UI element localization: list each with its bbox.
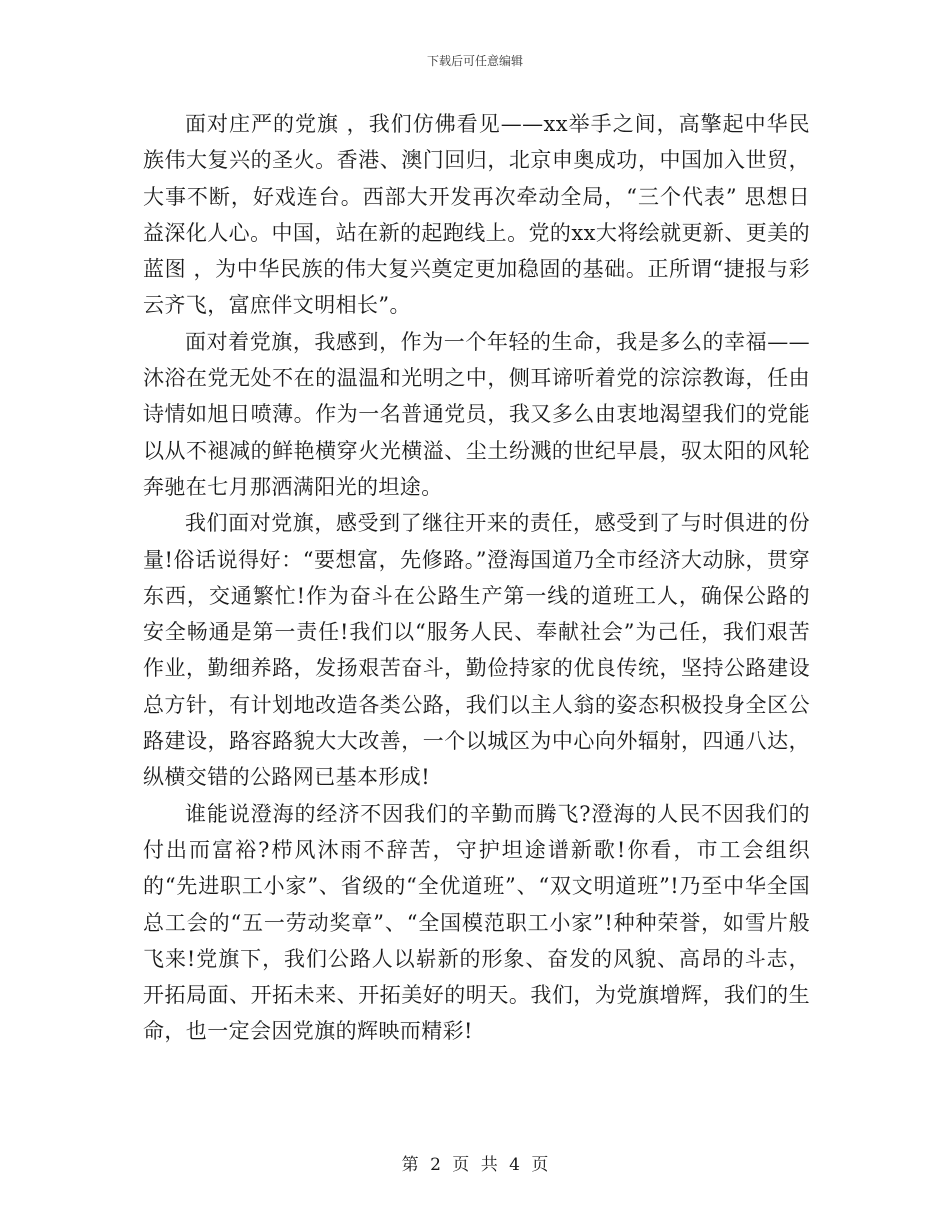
- paragraph-3: 我们面对党旗，感受到了继往开来的责任，感受到了与时俱进的份量!俗话说得好：“要想富，先修路。”澄海国道乃全市经济大动脉，贯穿东西，交通繁忙!作为奋斗在公路生产第一线的道班工人，确保公路的安全畅通是第一责任!我们以“服务人民、奉献社会”为己任，我们艰苦作业，勤细养路，发扬艰苦奋斗，勤俭持家的优良传统，坚持公路建设总方针，有计划地改造各类公路，我们以主人翁的姿态积极投身全区公路建设，路容路貌大大改善，一个以城区为中心向外辐射，四通八达，纵横交错的公路网已基本形成!: [143, 511, 810, 790]
- paragraph-4: 谁能说澄海的经济不因我们的辛勤而腾飞?澄海的人民不因我们的付出而富裕?栉风沐雨不辞苦，守护坦途谱新歌!你看，市工会组织的“先进职工小家”、省级的“全优道班”、“双文明道班”!乃至中华全国总工会的“五一劳动奖章”、“全国模范职工小家”!种种荣誉，如雪片般飞来!党旗下，我们公路人以崭新的形象、奋发的风貌、高昂的斗志，开拓局面、开拓未来、开拓美好的明天。我们，为党旗增辉，我们的生命，也一定会因党旗的辉映而精彩!: [143, 801, 810, 1044]
- document-body: [143, 106, 810, 1050]
- page-number-footer: 第 2 页 共 4 页: [401, 1155, 549, 1175]
- paragraph-1: 面对庄严的党旗 ，我们仿佛看见——xx举手之间，高擎起中华民族伟大复兴的圣火。香港、澳门回归，北京申奥成功，中国加入世贸，大事不断，好戏连台。西部大开发再次牵动全局，“三个代表” 思想日益深化人心。中国，站在新的起跑线上。党的xx大将绘就更新、更美的蓝图 ，为中华民族的伟大复兴奠定更加稳固的基础。正所谓“捷报与彩云齐飞，富庶伴文明相长”。: [143, 112, 810, 318]
- paragraph-2: 面对着党旗，我感到，作为一个年轻的生命，我是多么的幸福——沐浴在党无处不在的温温和光明之中，侧耳谛听着党的淙淙教诲，任由诗情如旭日喷薄。作为一名普通党员，我又多么由衷地渴望我们的党能以从不褪减的鲜艳横穿火光横溢、尘土纷溅的世纪早晨，驭太阳的风轮奔驰在七月那洒满阳光的坦途。: [143, 329, 810, 499]
- page-header-note: 下载后可任意编辑: [426, 54, 523, 68]
